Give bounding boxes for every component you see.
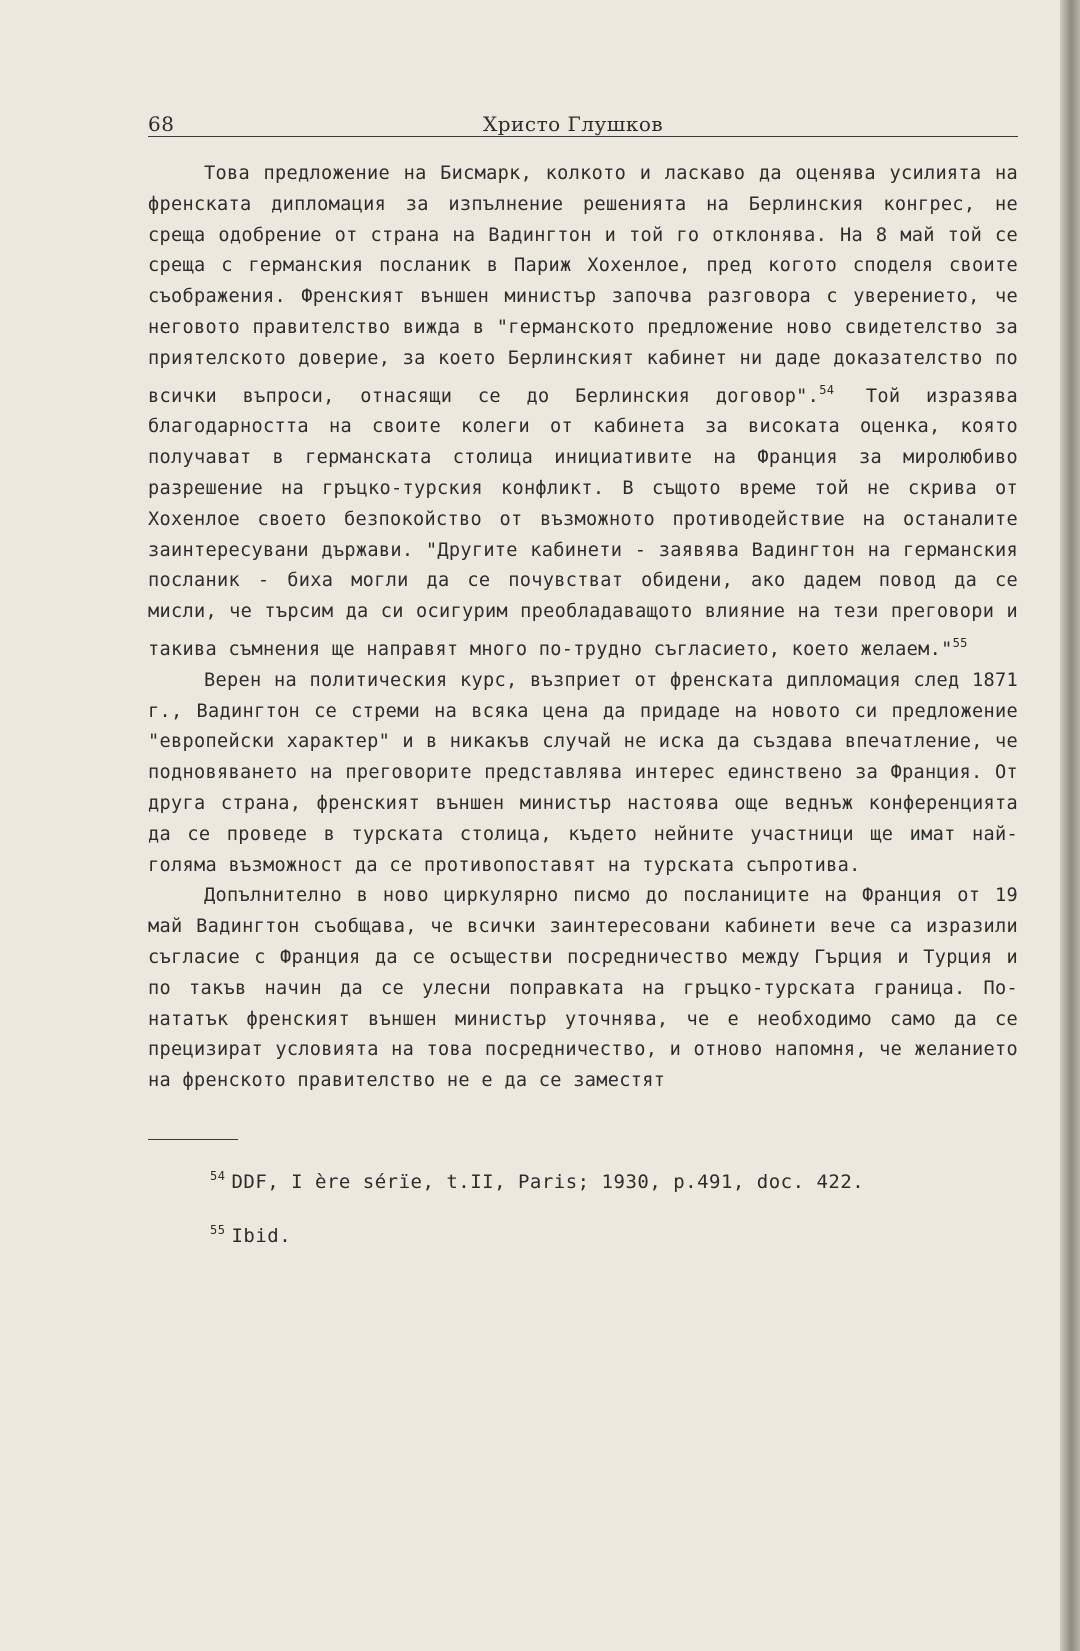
footnotes [148, 1152, 1018, 1260]
footnote-ref-55: 55 [952, 635, 968, 650]
page-edge-shadow [1060, 0, 1080, 1651]
paragraph-1-text-b: Той изразява благодарността на своите колеги от кабинета за високата оценка, която получават в германската столица инициативите на Франция за миролюбиво разрешение на гръцко-турския конфликт. В същото време той не скрива от Хохенлое своето безпокойство от възможното противодействие на останалите заинтересувани държави. "Другите кабинети - заявява Вадингтон на германския посланик - биха могли да се почувстват обидени, ако дадем повод да се мисли, че търсим да си осигурим преобладаващото влияние на тези преговори и такива съмнения ще направят много по-трудно съгласието, което желаем." [148, 385, 1018, 660]
footnote-text: Ibid. [231, 1224, 292, 1247]
footnote-mark: 55 [210, 1222, 226, 1237]
document-page [148, 108, 1018, 1260]
paragraph-3: Допълнително в ново циркулярно писмо до посланиците на Франция от 19 май Вадингтон съобщава, че всички заинтересовани кабинети вече са изразили съгласие с Франция да се осъществи посредничество между Гърция и Турция и по такъв начин да се улесни поправката на гръцко-турската граница. По-нататък френският външен министър уточнява, че е необходимо само да се прецизират условията на това посредничество, и отново напомня, че желанието на френското правителство не е да се заместят [148, 885, 1018, 1092]
running-header [148, 108, 1018, 137]
paragraph-1-text-a: Това предложение на Бисмарк, колкото и ласкаво да оценява усилията на френската дипломация за изпълнение решенията на Берлинския конгрес, не среща одобрение от страна на Вадингтон и той го отклонява. На 8 май той се среща с германския посланик в Париж Хохенлое, пред когото споделя своите съображения. Френският външен министър започва разговора с уверението, че неговото правителство вижда в "германското предложение ново свидетелство за приятелското доверие, за което Берлинският кабинет ни даде доказателство по всички въпроси, отнасящи се до Берлинския договор". [148, 163, 1018, 407]
footnote-text: DDF, I ère sérïe, t.II, Paris; 1930, p.491, doc. 422. [231, 1170, 865, 1193]
footnote-54 [210, 1152, 1018, 1206]
page-number: 68 [148, 112, 175, 136]
footnote-mark: 54 [210, 1168, 226, 1183]
paragraph-2: Верен на политическия курс, възприет от френската дипломация след 1871 г., Вадингтон се стреми на всяка цена да придаде на новото си предложение "европейски характер" и в никакъв случай не иска да създава впечатление, че подновяването на преговорите представлява интерес единствено за Франция. От друга страна, френският външен министър настоява още веднъж конференцията да се проведе в турската столица, където нейните участници ще имат най-голяма възможност да се противопоставят на турската съпротива. [148, 669, 1018, 876]
footnote-55 [210, 1206, 1018, 1260]
running-title: Христо Глушков [483, 112, 664, 136]
footnote-separator [148, 1139, 238, 1140]
footnote-ref-54: 54 [819, 382, 835, 397]
body-text [148, 159, 1018, 1097]
paragraph-1 [148, 159, 1018, 666]
